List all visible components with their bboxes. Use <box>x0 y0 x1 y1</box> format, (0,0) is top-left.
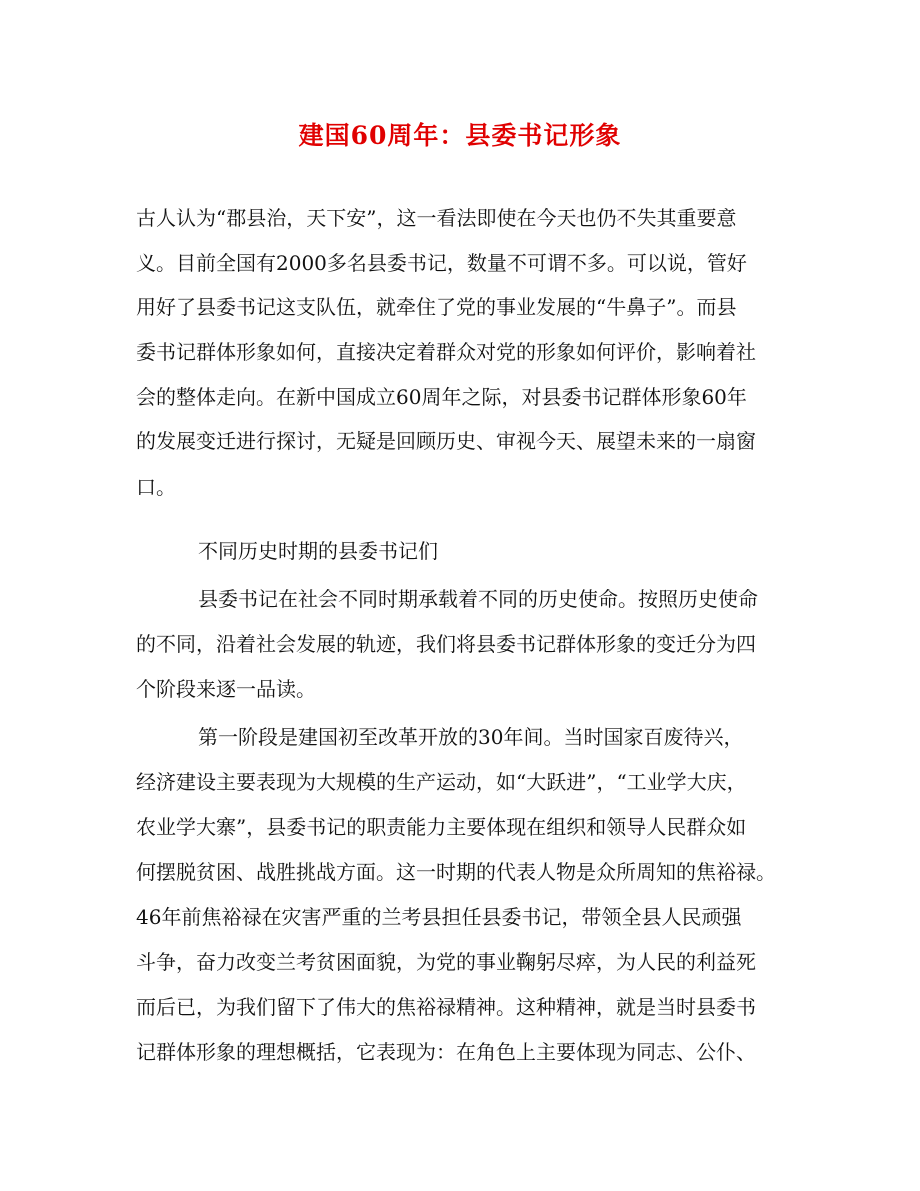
body-line: 委书记群体形象如何，直接决定着群众对党的形象如何评价，影响着社 <box>136 340 756 364</box>
section-heading: 不同历史时期的县委书记们 <box>198 539 438 563</box>
body-line: 农业学大寨”，县委书记的职责能力主要体现在组织和领导人民群众如 <box>136 815 747 839</box>
body-line: 会的整体走向。在新中国成立60周年之际，对县委书记群体形象60年 <box>136 385 747 409</box>
body-line: 用好了县委书记这支队伍，就牵住了党的事业发展的“牛鼻子”。而县 <box>136 295 737 319</box>
body-line: 何摆脱贫困、战胜挑战方面。这一时期的代表人物是众所周知的焦裕禄。 <box>136 860 776 884</box>
body-line: 经济建设主要表现为大规模的生产运动，如“大跃进”，“工业学大庆， <box>136 770 747 794</box>
body-line: 46年前焦裕禄在灾害严重的兰考县担任县委书记，带领全县人民顽强 <box>136 905 742 929</box>
body-line: 记群体形象的理想概括，它表现为：在角色上主要体现为同志、公仆、 <box>136 1040 756 1064</box>
body-line: 的发展变迁进行探讨，无疑是回顾历史、审视今天、展望未来的一扇窗 <box>136 429 756 453</box>
document-title: 建国60周年：县委书记形象 <box>298 121 622 150</box>
body-line: 古人认为“郡县治，天下安”，这一看法即使在今天也仍不失其重要意 <box>136 206 737 230</box>
body-line: 口。 <box>136 475 176 499</box>
body-line: 第一阶段是建国初至改革开放的30年间。当时国家百废待兴， <box>198 725 744 749</box>
body-line: 县委书记在社会不同时期承载着不同的历史使命。按照历史使命 <box>198 587 758 611</box>
body-line: 义。目前全国有2000多名县委书记，数量不可谓不多。可以说，管好 <box>136 251 747 275</box>
body-line: 斗争，奋力改变兰考贫困面貌，为党的事业鞠躬尽瘁，为人民的利益死 <box>136 950 756 974</box>
body-line: 个阶段来逐一品读。 <box>136 677 316 701</box>
body-line: 而后已，为我们留下了伟大的焦裕禄精神。这种精神，就是当时县委书 <box>136 995 756 1019</box>
body-line: 的不同，沿着社会发展的轨迹，我们将县委书记群体形象的变迁分为四 <box>136 632 756 656</box>
